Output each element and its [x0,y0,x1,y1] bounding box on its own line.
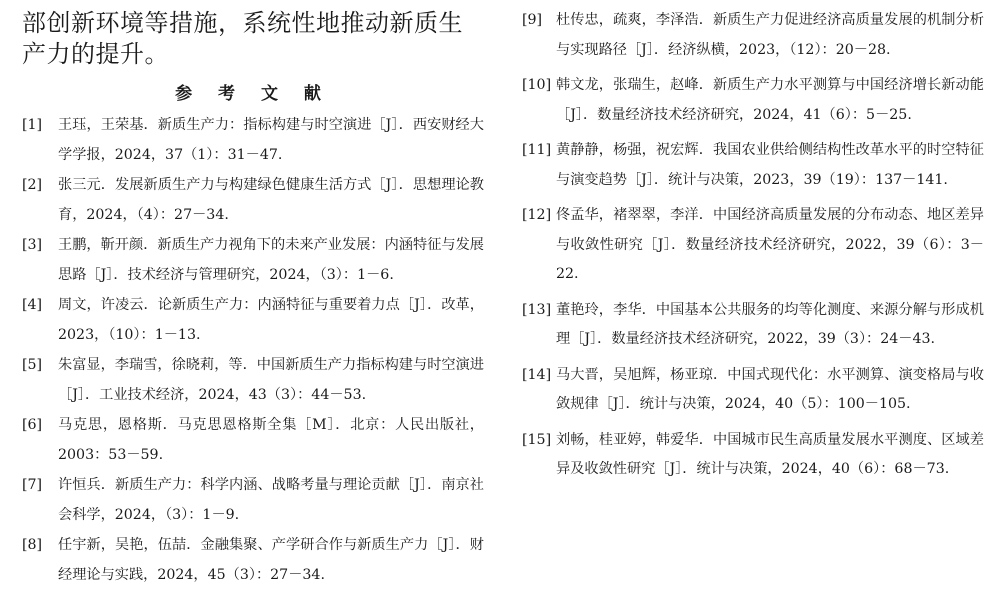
reference-item [22,230,484,290]
reference-number: [4] [22,297,43,313]
references-heading: 参 考 文 献 [175,84,331,104]
reference-number: [9] [522,12,543,28]
reference-text: 朱富显，李瑞雪，徐晓莉，等．中国新质生产力指标构建与时空演进［J］．工业技术经济，2024，43（3）：44－53. [58,357,484,403]
reference-item [522,201,984,290]
reference-item [522,296,984,355]
reference-item [22,470,484,530]
reference-item [22,410,484,470]
left-column [22,0,484,584]
reference-text: 佟孟华，褚翠翠，李洋．中国经济高质量发展的分布动态、地区差异与收敛性研究［J］．数量经济技术经济研究，2022，39（6）：3－22. [556,207,984,282]
reference-item [22,290,484,350]
reference-text: 王鹏，靳开颜．新质生产力视角下的未来产业发展：内涵特征与发展思路［J］．技术经济与管理研究，2024，（3）：1－6. [58,237,484,283]
reference-text: 周文，许凌云．论新质生产力：内涵特征与重要着力点［J］．改革，2023，（10）：1－13. [58,297,484,343]
reference-item [522,71,984,130]
right-column [522,0,984,584]
reference-item [522,6,984,65]
reference-text: 黄静静，杨强，祝宏辉．我国农业供给侧结构性改革水平的时空特征与演变趋势［J］．统计与决策，2023，39（19）：137－141. [556,142,984,188]
reference-item [522,136,984,195]
reference-number: [1] [22,117,43,133]
reference-item [22,170,484,230]
reference-number: [5] [22,357,43,373]
reference-text: 刘畅，桂亚婷，韩爱华．中国城市民生高质量发展水平测度、区域差异及收敛性研究［J］．统计与决策，2024，40（6）：68－73. [556,431,984,477]
reference-number: [6] [22,417,43,433]
reference-number: [15] [522,431,552,448]
reference-number: [13] [522,301,552,318]
reference-item [522,361,984,420]
reference-text: 张三元．发展新质生产力与构建绿色健康生活方式［J］．思想理论教育，2024，（4）：27－34. [58,177,484,223]
reference-number: [8] [22,537,43,553]
reference-number: [12] [522,207,552,223]
reference-text: 杜传忠，疏爽，李泽浩．新质生产力促进经济高质量发展的机制分析与实现路径［J］．经济纵横，2023，（12）：20－28. [556,12,984,58]
reference-number: [10] [522,77,552,93]
reference-text: 董艳玲，李华．中国基本公共服务的均等化测度、来源分解与形成机理［J］．数量经济技术经济研究，2022，39（3）：24－43. [556,301,984,347]
references-list-right [522,6,984,485]
reference-number: [11] [522,142,552,158]
reference-number: [2] [22,177,43,193]
reference-text: 马大晋，吴旭辉，杨亚琼．中国式现代化：水平测算、演变格局与收敛规律［J］．统计与决策，2024，40（5）：100－105. [556,366,984,412]
reference-item [22,530,484,590]
reference-number: [3] [22,237,43,253]
reference-item [522,426,984,485]
reference-number: [14] [522,366,552,383]
references-list-left [22,110,484,590]
reference-text: 许恒兵．新质生产力：科学内涵、战略考量与理论贡献［J］．南京社会科学，2024，（3）：1－9. [58,477,484,523]
reference-text: 韩文龙，张瑞生，赵峰．新质生产力水平测算与中国经济增长新动能［J］．数量经济技术经济研究，2024，41（6）：5－25. [556,77,984,123]
reference-item [22,110,484,170]
reference-number: [7] [22,477,43,493]
intro-paragraph: 部创新环境等措施，系统性地推动新质生产力的提升。 [22,9,463,68]
reference-text: 王珏，王荣基．新质生产力：指标构建与时空演进［J］．西安财经大学学报，2024，37（1）：31－47. [58,117,484,163]
reference-text: 马克思，恩格斯．马克思恩格斯全集［M］．北京：人民出版社，2003：53－59. [58,417,484,463]
reference-item [22,350,484,410]
reference-text: 任宇新，吴艳，伍喆．金融集聚、产学研合作与新质生产力［J］．财经理论与实践，2024，45（3）：27－34. [58,537,484,583]
